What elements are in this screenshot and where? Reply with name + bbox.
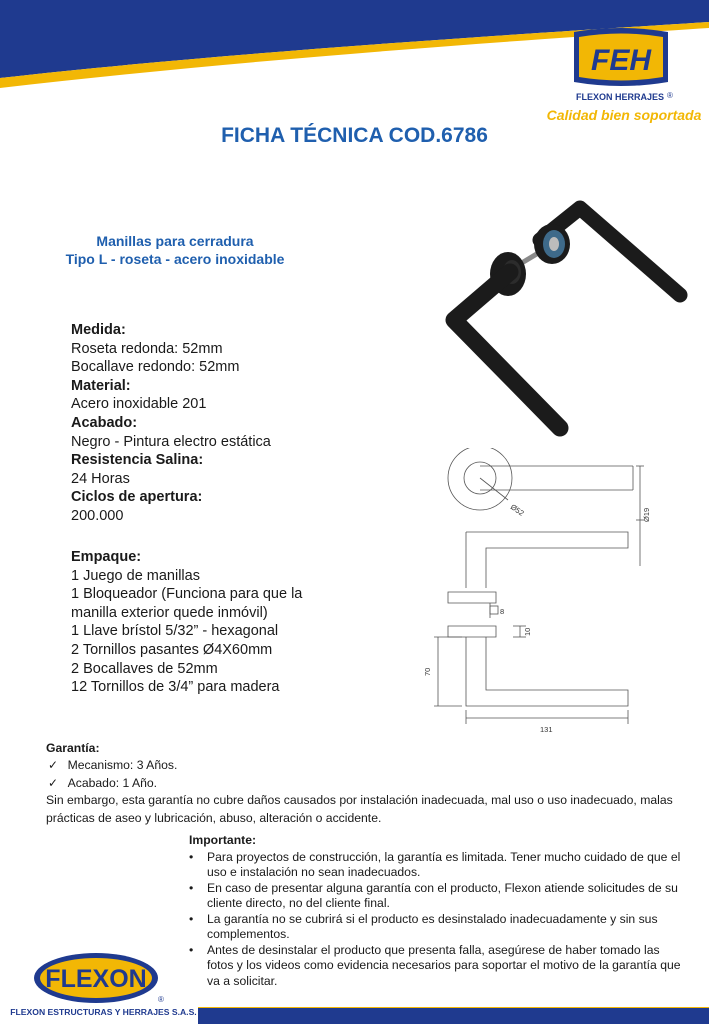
empaque-item: 1 Llave brístol 5/32” - hexagonal xyxy=(71,623,279,640)
empaque-label: Empaque: xyxy=(71,549,142,565)
label-rosette: Ø52 xyxy=(508,502,526,518)
lever-profile-lower xyxy=(466,637,628,706)
empaque-item: manilla exterior quede inmóvil) xyxy=(71,604,268,621)
product-subtitle-line1: Manillas para cerradura xyxy=(96,233,254,249)
product-subtitle-line2: Tipo L - roseta - acero inoxidable xyxy=(65,251,285,267)
check-icon: ✓ xyxy=(48,758,59,773)
empaque-item: 1 Juego de manillas xyxy=(71,567,200,584)
list-item: • Para proyectos de construcción, la garantía es limitada. Tener mucho cuidado de que el uso e instalación no sean inadecuados. xyxy=(189,850,689,881)
acabado-value: Negro - Pintura electro estática xyxy=(71,433,271,450)
label-length: 131 xyxy=(540,725,553,733)
material-label: Material: xyxy=(71,377,131,394)
rosette-leader xyxy=(480,478,508,500)
rosette-top-view xyxy=(448,448,512,510)
empaque-item: 2 Bocallaves de 52mm xyxy=(71,660,218,677)
list-item: • Antes de desinstalar el producto que presenta falla, asegúrese de haber tomado las fotos y los videos como evidencia necesarios para soportar el motivo de la garantía que va a solicitar. xyxy=(189,943,689,990)
rosette-side xyxy=(448,592,496,603)
garantia-item: Acabado: 1 Año. xyxy=(67,775,158,790)
company-name: FLEXON ESTRUCTURAS Y HERRAJES S.A.S. xyxy=(10,1007,197,1017)
medida-label: Medida: xyxy=(71,322,126,338)
flexon-logo xyxy=(30,950,170,1006)
ciclos-value: 200.000 xyxy=(71,507,124,524)
registered-mark: ® xyxy=(667,91,673,100)
material-value: Acero inoxidable 201 xyxy=(71,396,207,413)
importante-list xyxy=(189,850,689,990)
resistencia-value: 24 Horas xyxy=(71,470,130,487)
garantia-block xyxy=(46,740,696,827)
importante-block xyxy=(189,833,689,989)
specs-block xyxy=(71,321,371,526)
feh-logo-text: FEH xyxy=(591,44,651,77)
garantia-item: Mecanismo: 3 Años. xyxy=(67,758,178,773)
technical-drawing xyxy=(418,448,668,733)
brand-tagline: Calidad bien soportada xyxy=(546,107,702,123)
rosette-side-2 xyxy=(448,626,496,637)
product-photo xyxy=(440,200,690,440)
footer-bar xyxy=(198,1008,709,1024)
acabado-label: Acabado: xyxy=(71,414,138,431)
list-item: • En caso de presentar alguna garantía con el producto, Flexon atiende solicitudes de su cliente directo, no del cliente final. xyxy=(189,881,689,912)
medida-roseta: Roseta redonda: 52mm xyxy=(71,340,223,357)
garantia-text: Sin embargo, esta garantía no cubre daños causados por instalación inadecuada, mal uso o uso inadecuado, malas prácticas de aseo y lubricación, abuso, alteración o accidente. xyxy=(46,793,673,825)
brand-name: FLEXON HERRAJES xyxy=(575,92,664,102)
empaque-item: 12 Tornillos de 3/4” para madera xyxy=(71,679,280,696)
medida-bocallave: Bocallave redondo: 52mm xyxy=(71,359,240,376)
label-height: 70 xyxy=(423,667,432,676)
flexon-registered-mark: ® xyxy=(158,995,164,1004)
resistencia-label: Resistencia Salina: xyxy=(71,452,204,469)
list-item: • La garantía no se cubrirá si el producto es desinstalado inadecuadamente y sin sus complementos. xyxy=(189,912,689,943)
feh-logo xyxy=(568,26,674,102)
garantia-label: Garantía: xyxy=(46,741,100,755)
page-title: FICHA TÉCNICA COD.6786 xyxy=(221,124,488,147)
lever-profile xyxy=(466,532,628,588)
check-icon: ✓ xyxy=(48,775,59,790)
rosette-center xyxy=(549,237,559,251)
empaque-block xyxy=(71,548,401,697)
empaque-item: 2 Tornillos pasantes Ø4X60mm xyxy=(71,641,273,658)
label-diameter: Ø19 xyxy=(642,507,651,522)
flexon-logo-text: FLEXON xyxy=(45,965,147,993)
label-square: 8 xyxy=(500,607,505,616)
ciclos-label: Ciclos de apertura: xyxy=(71,489,203,506)
square-spindle xyxy=(490,606,498,614)
importante-label: Importante: xyxy=(189,833,257,847)
label-thickness: 10 xyxy=(523,627,532,636)
empaque-item: 1 Bloqueador (Funciona para que la xyxy=(71,586,303,603)
